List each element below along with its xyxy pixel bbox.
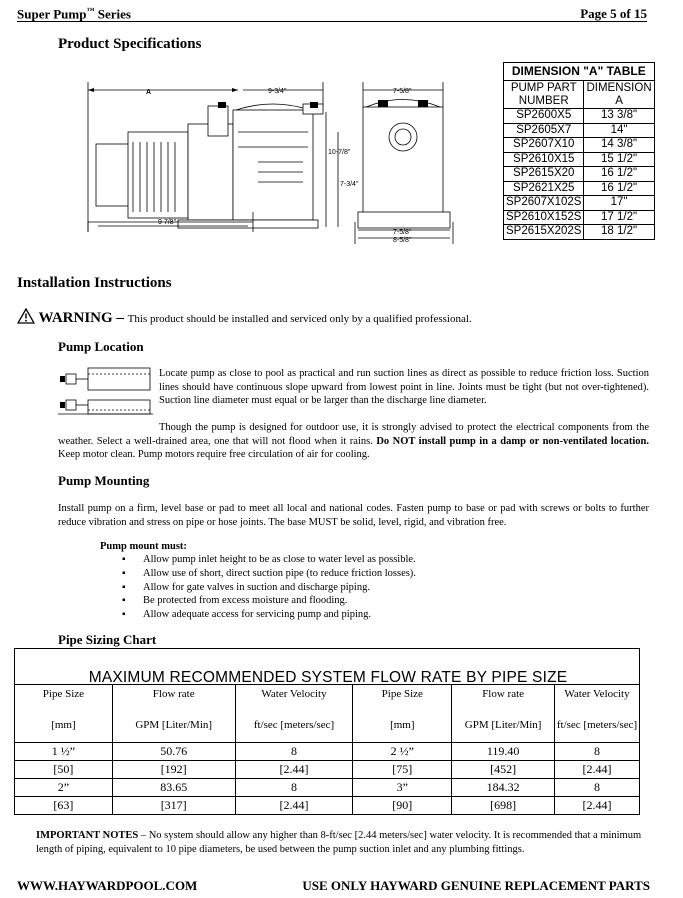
col-header: Flow rate: [112, 685, 235, 709]
col-header-part-number: PUMP PART NUMBER: [504, 81, 584, 109]
dim-label-6: 7-5/8": [393, 229, 412, 236]
dim-a-label: A: [146, 89, 152, 96]
footer-website: WWW.HAYWARDPOOL.COM: [17, 878, 198, 893]
pump-location-heading: Pump Location: [58, 339, 144, 354]
table-row: SP2607X10 14 3/8": [504, 138, 655, 153]
col-header: Pipe Size: [353, 685, 452, 709]
page-number: Page 5 of 15: [580, 6, 647, 21]
col-header: Flow rate: [452, 685, 555, 709]
important-notes: [36, 829, 648, 856]
location-paragraph-1: Locate pump as close to pool as practical and run suction lines as direct as possible to reduce friction loss. Suction lines should have continuous slope upward from lowest point in line. Joints must be tight (but not over-tightened). Suction line diameter must equal or be larger than the discharge line diameter.: [159, 368, 649, 406]
col-unit: GPM [Liter/Min]: [112, 709, 235, 743]
table-row: [63] [317] [2.44] [90] [698] [2.44]: [15, 797, 640, 815]
pipe-sizing-heading: Pipe Sizing Chart: [58, 632, 157, 647]
table-row: SP2615X20 16 1/2": [504, 167, 655, 182]
dim-label-1: 9-3/4": [268, 88, 287, 95]
col-header: Water Velocity: [555, 685, 640, 709]
col-unit: ft/sec [meters/sec]: [235, 709, 353, 743]
pump-mount-must-label: Pump mount must:: [100, 541, 187, 552]
list-item: ▪ Allow pump inlet height to be as close to water level as possible.: [122, 553, 416, 567]
page-header: [17, 4, 647, 22]
col-unit: [mm]: [353, 709, 452, 743]
dim-label-4: 9 7/8": [158, 219, 177, 226]
col-unit: GPM [Liter/Min]: [452, 709, 555, 743]
table-row: SP2605X7 14": [504, 123, 655, 138]
warning-line: [17, 308, 472, 327]
pump-location-illustration: [58, 366, 153, 418]
list-item: ▪ Allow adequate access for servicing pump and piping.: [122, 608, 416, 622]
product-specifications-heading: Product Specifications: [58, 36, 202, 52]
warning-text: This product should be installed and serviced only by a qualified professional.: [127, 313, 472, 325]
important-notes-label: IMPORTANT NOTES: [36, 830, 139, 841]
series-title: Super Pump™ Series: [17, 6, 131, 22]
dim-label-5: 7-5/8": [393, 88, 412, 95]
dim-label-3: 7-3/4": [340, 181, 359, 188]
col-header: Water Velocity: [235, 685, 353, 709]
table-row: SP2600X5 13 3/8": [504, 109, 655, 124]
footer-parts-notice: USE ONLY HAYWARD GENUINE REPLACEMENT PARTS: [302, 878, 650, 893]
table-row: [50] [192] [2.44] [75] [452] [2.44]: [15, 761, 640, 779]
list-item: ▪ Allow use of short, direct suction pipe (to reduce friction losses).: [122, 567, 416, 581]
col-unit: [mm]: [15, 709, 113, 743]
dim-label-2: 10-7/8": [328, 149, 351, 156]
dim-label-7: 8-5/8": [393, 237, 412, 244]
table-row: 2” 83.65 8 3” 184.32 8: [15, 779, 640, 797]
table-row: 1 ½” 50.76 8 2 ½” 119.40 8: [15, 743, 640, 761]
table-row: SP2607X102S 17": [504, 196, 655, 211]
pipe-table-title: MAXIMUM RECOMMENDED SYSTEM FLOW RATE BY PIPE SIZE: [88, 669, 568, 686]
dimension-table-title: DIMENSION "A" TABLE: [504, 63, 655, 81]
location-paragraph-2: Though the pump is designed for outdoor use, it is strongly advised to protect the electrical components from the weather. Select a well-drained area, one that will not flood when it rains. Do NOT install pump in a damp or non-ventilated location. Keep motor clean. Pump motors require free circulation of air for cooling.: [58, 422, 650, 460]
table-row: SP2610X152S 17 1/2": [504, 210, 655, 225]
pipe-sizing-table: [14, 684, 640, 815]
dimension-a-table: [503, 62, 655, 240]
col-header-dimension: DIMENSION A: [584, 81, 654, 109]
col-unit: ft/sec [meters/sec]: [555, 709, 640, 743]
warning-word: WARNING –: [38, 310, 124, 326]
installation-heading: Installation Instructions: [17, 275, 172, 291]
pump-dimension-drawing: [58, 62, 488, 252]
warning-triangle-icon: [17, 308, 35, 324]
pump-mounting-heading: Pump Mounting: [58, 473, 150, 488]
pump-mount-requirements-list: [122, 553, 416, 622]
list-item: ▪ Be protected from excess moisture and flooding.: [122, 594, 416, 608]
col-header: Pipe Size: [15, 685, 113, 709]
mounting-paragraph: Install pump on a firm, level base or pad to meet all local and national codes. Fasten pump to base or pad with screws or bolts to further reduce vibration and stress on pipe or hose joints. The base MUST be solid, level, rigid, and vibration free.: [58, 503, 649, 528]
table-row: SP2615X202S 18 1/2": [504, 225, 655, 240]
table-row: SP2621X25 16 1/2": [504, 181, 655, 196]
table-row: SP2610X15 15 1/2": [504, 152, 655, 167]
list-item: ▪ Allow for gate valves in suction and discharge piping.: [122, 581, 416, 595]
important-notes-text: – No system should allow any higher than 8-ft/sec [2.44 meters/sec] water velocity. It is recommended that a minimum length of piping, equivalent to 10 pipe diameters, be used between the pump suction inlet and any plumbing fittings.: [36, 830, 642, 855]
